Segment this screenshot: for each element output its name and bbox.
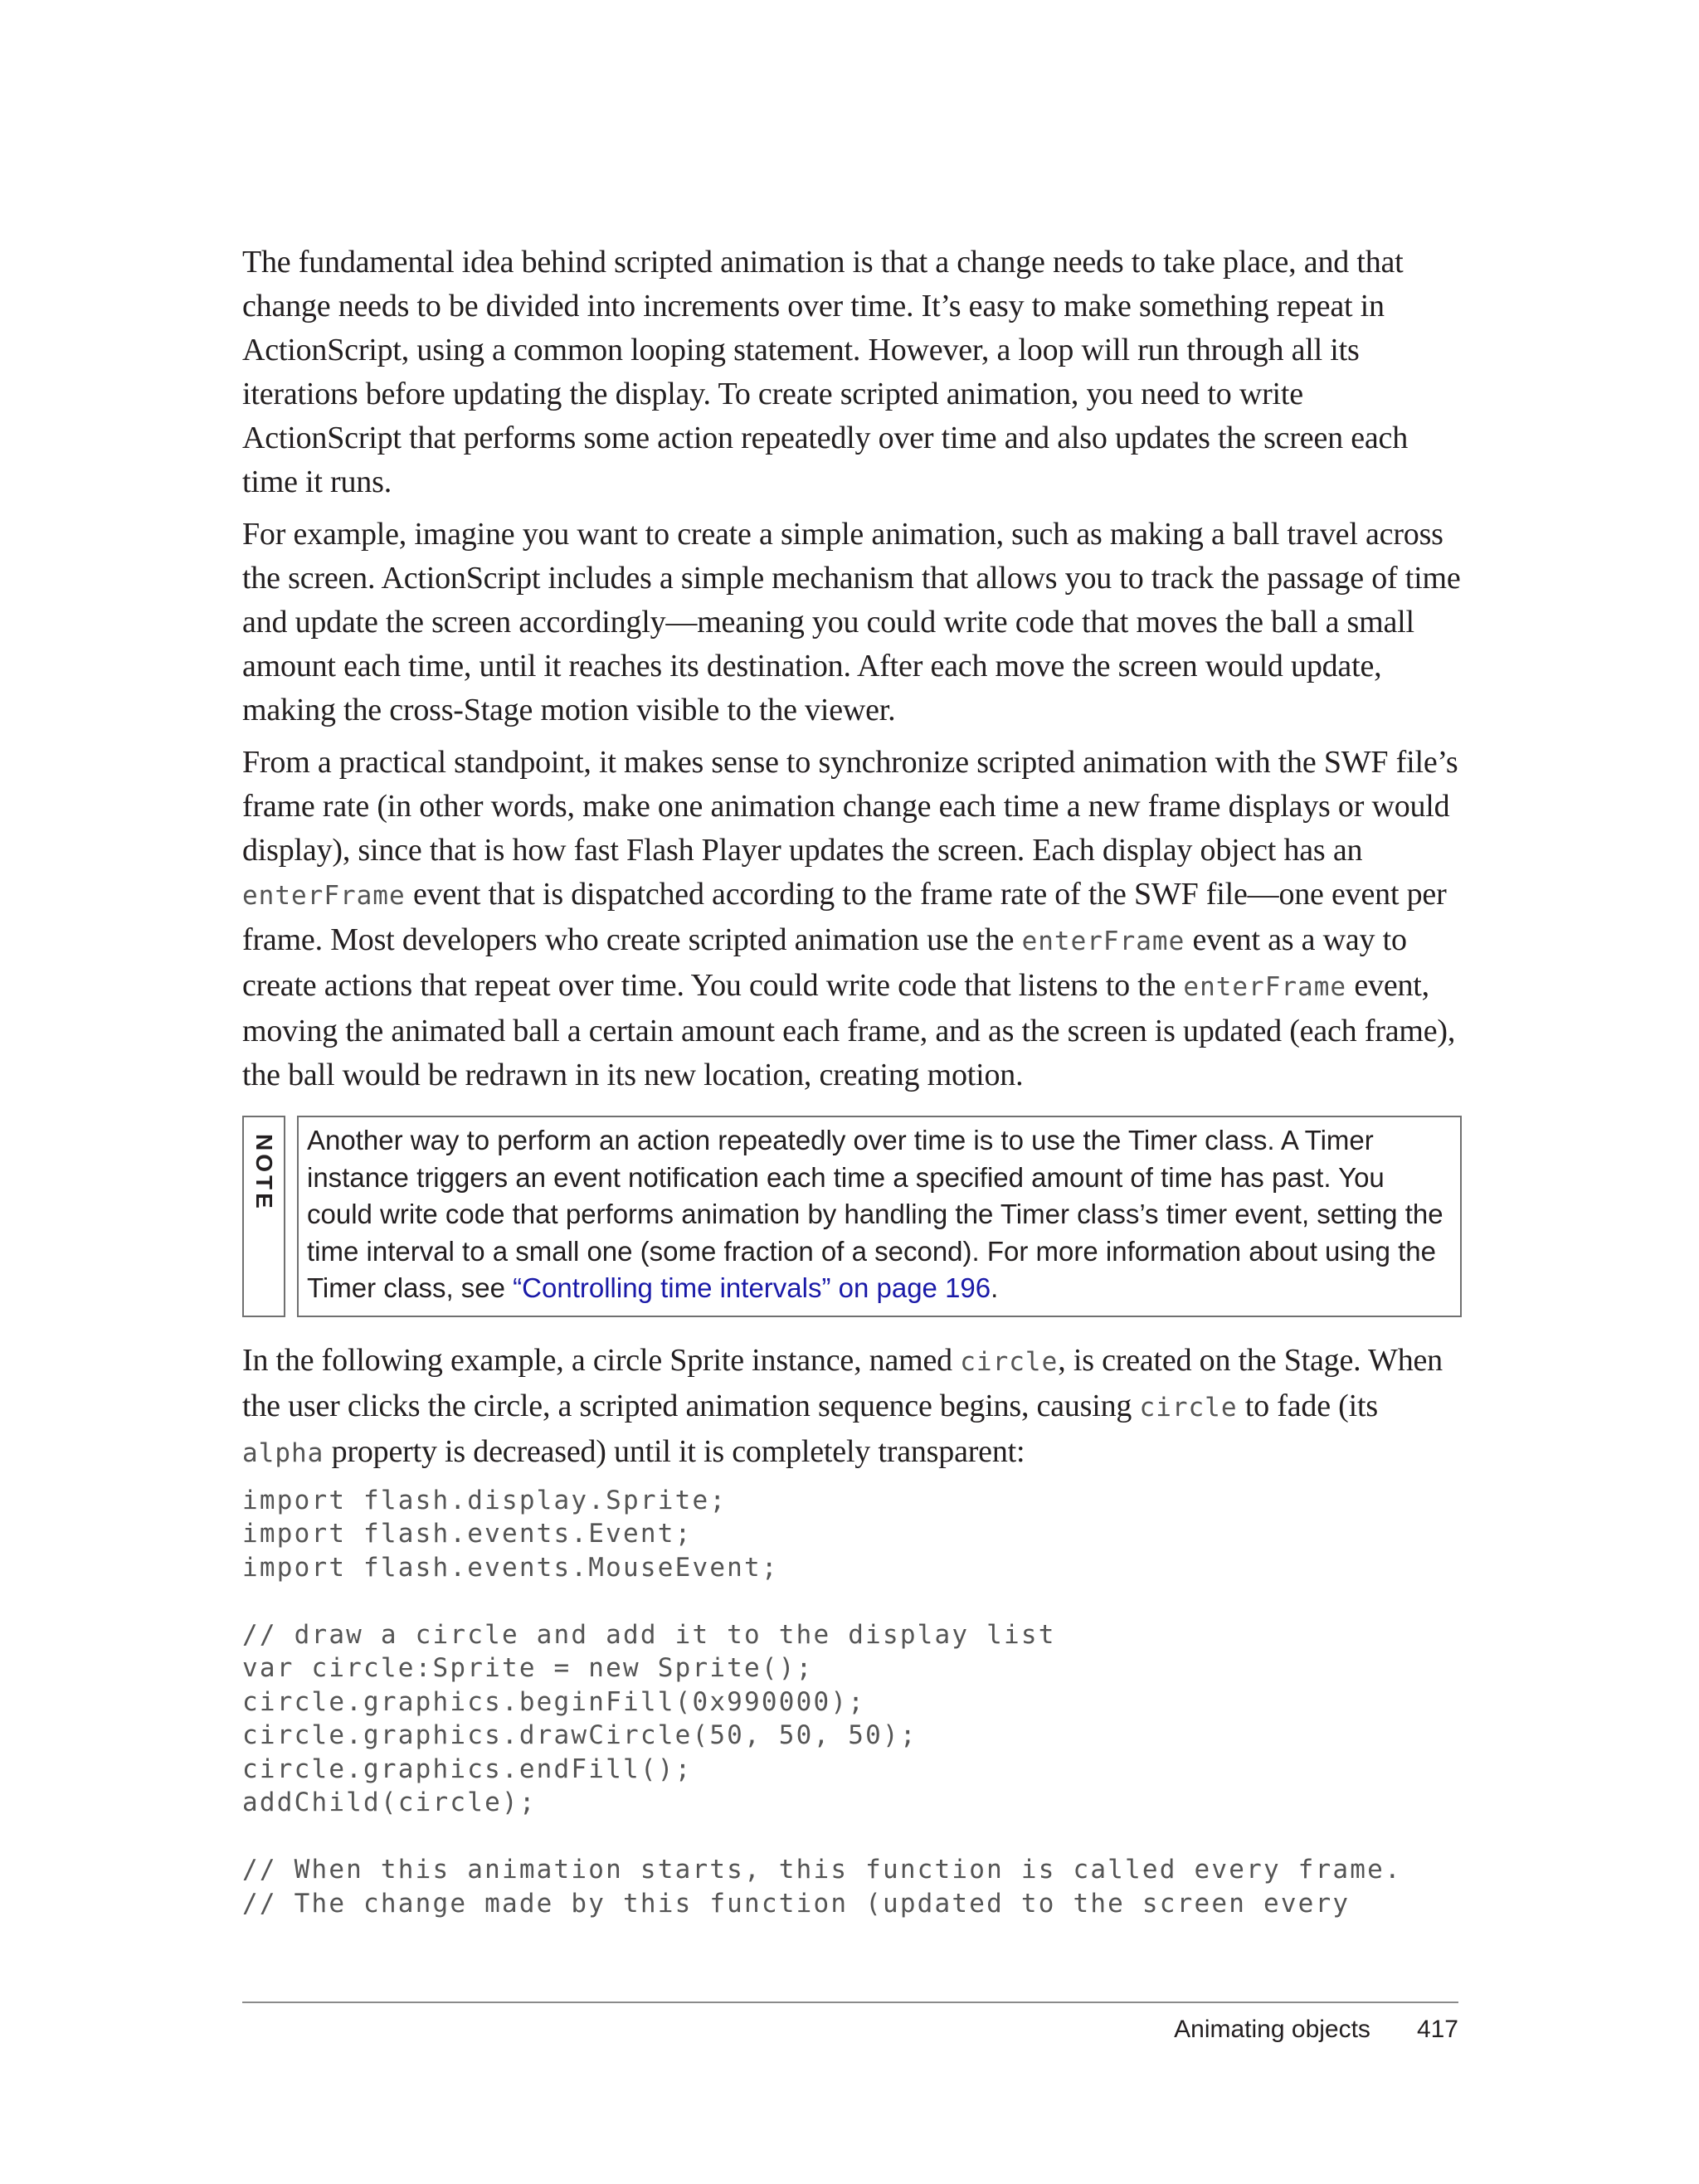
note-cross-reference-link[interactable]: “Controlling time intervals” on page 196 (513, 1272, 991, 1303)
inline-code: alpha (242, 1437, 324, 1468)
text-run: , is created on the Stage. When the user clicks the circle, a scripted animation sequence begins, causing (242, 1342, 1443, 1423)
footer-rule (242, 2002, 1458, 2003)
text-run: event, moving the animated ball a certain amount each frame, and as the screen is updated (each frame), the ball would be redrawn in its new location, creating motion. (242, 968, 1456, 1092)
paragraph-circle-example (242, 1339, 1462, 1476)
note-callout (242, 1116, 1462, 1317)
code-line: circle.graphics.beginFill(0x990000); (242, 1686, 866, 1717)
code-line: circle.graphics.endFill(); (242, 1754, 693, 1784)
note-text-end: . (991, 1272, 999, 1303)
page-number: 417 (1416, 2016, 1458, 2043)
text-run: property is decreased) until it is completely transparent: (324, 1433, 1025, 1469)
text-run: to fade (its (1237, 1388, 1378, 1423)
page-footer (1174, 2016, 1458, 2044)
code-line: import flash.display.Sprite; (242, 1485, 728, 1515)
inline-code: enterFrame (1021, 927, 1185, 956)
paragraph-example: For example, imagine you want to create a simple animation, such as making a ball travel across the screen. ActionScript includes a simple mechanism that allows you to track the passage of time and update the screen accordingly—meaning you could write code that moves the ball a small amount each time, until it reaches its destination. After each move the screen would update, making the cross-Stage motion visible to the viewer. (242, 517, 1461, 727)
note-body (297, 1116, 1462, 1317)
paragraph-intro: The fundamental idea behind scripted animation is that a change needs to take place, and that change needs to be divided into increments over time. It’s easy to make something repeat in ActionScript, using a common looping statement. However, a loop will run through all its iterations before updating the display. To create scripted animation, you need to write ActionScript that performs some action repeatedly over time and also updates the screen each time it runs. (242, 245, 1409, 499)
code-line: // The change made by this function (updated to the screen every (242, 1888, 1351, 1919)
code-line (242, 1584, 1462, 1618)
footer-section-title: Animating objects (1174, 2016, 1370, 2043)
code-line: import flash.events.Event; (242, 1519, 693, 1549)
note-label: NOTE (251, 1134, 277, 1212)
note-text: Another way to perform an action repeatedly over time is to use the Timer class. A Timer instance triggers an event notification each time a specified amount of time has past. You could write code that performs animation by handling the Timer class’s timer event, setting the time interval to a small one (some fraction of a second). For more information about using the Timer class, see (307, 1125, 1443, 1303)
text-run: In the following example, a circle Sprite instance, named (242, 1342, 961, 1378)
code-line (242, 1820, 1462, 1854)
text-run: From a practical standpoint, it makes sense to synchronize scripted animation with the SWF file’s frame rate (in other words, make one animation change each time a new frame displays or would display), since that is how fast Flash Player updates the screen. Each display object has an (242, 745, 1458, 868)
inline-code: circle (1139, 1392, 1238, 1423)
note-tab (242, 1116, 285, 1317)
paragraph-enterframe (242, 741, 1462, 1097)
code-line: circle.graphics.drawCircle(50, 50, 50); (242, 1720, 918, 1750)
text-run: event as a way to create actions that repeat over time. You could write code that listens to the (242, 922, 1407, 1003)
inline-code: enterFrame (242, 881, 406, 911)
code-line: addChild(circle); (242, 1788, 537, 1817)
code-line: // When this animation starts, this function is called every frame. (242, 1855, 1402, 1885)
code-line: import flash.events.MouseEvent; (242, 1552, 779, 1583)
code-listing (242, 1484, 1462, 1921)
code-line: // draw a circle and add it to the display list (242, 1619, 1056, 1650)
code-line: var circle:Sprite = new Sprite(); (242, 1653, 814, 1683)
page-body (242, 241, 1462, 1920)
inline-code: circle (960, 1346, 1059, 1377)
text-run: event that is dispatched according to the frame rate of the SWF file—one event per frame. Most developers who create scripted animation use the (242, 877, 1447, 957)
inline-code: enterFrame (1183, 972, 1347, 1002)
